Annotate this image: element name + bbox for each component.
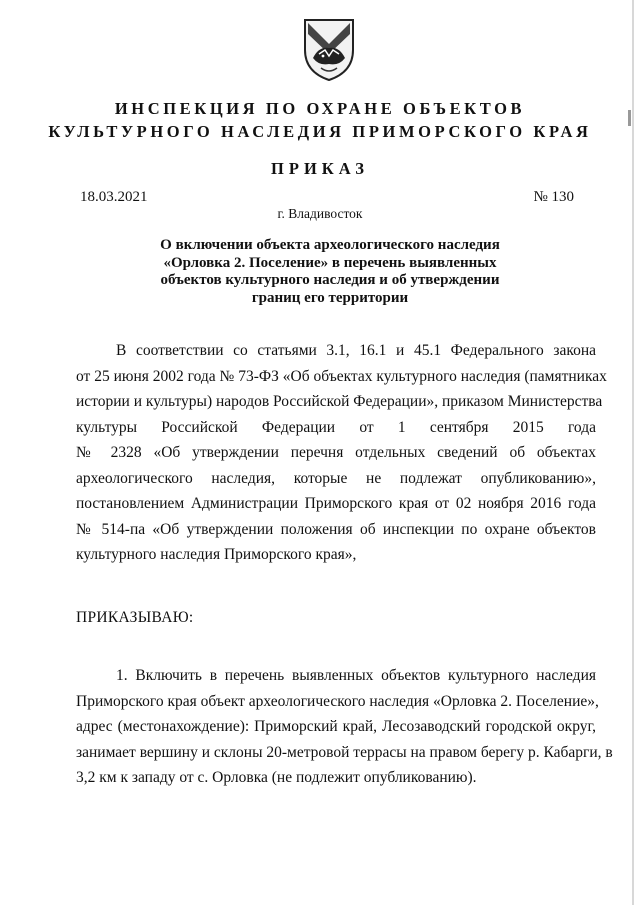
document-number: № 130 <box>533 189 574 205</box>
organization-name-line2: КУЛЬТУРНОГО НАСЛЕДИЯ ПРИМОРСКОГО КРАЯ <box>48 122 592 141</box>
item-line: занимает вершину и склоны 20-метровой террасы на правом берегу р. Кабарги, в <box>76 743 613 761</box>
item-line: 3,2 км к западу от с. Орловка (не подлежит опубликованию). <box>76 769 477 786</box>
coat-of-arms-emblem <box>299 14 359 84</box>
document-type-title: ПРИКАЗ <box>271 159 369 178</box>
document-date: 18.03.2021 <box>80 189 148 205</box>
preamble-line: от 25 июня 2002 года № 73-ФЗ «Об объектах культурного наследия (памятниках <box>76 367 607 385</box>
document-subject <box>130 237 530 307</box>
scan-artifact-mark <box>628 110 631 126</box>
organization-name-line1: ИНСПЕКЦИЯ ПО ОХРАНЕ ОБЪЕКТОВ <box>114 99 526 118</box>
subject-line: границ его территории <box>251 289 409 306</box>
preamble-line: культурного наследия Приморского края», <box>76 546 357 563</box>
preamble-paragraph <box>76 338 607 568</box>
scan-margin-line <box>632 0 634 905</box>
preamble-line: истории и культуры) народов Российской Федерации», приказом Министерства <box>76 393 603 410</box>
preamble-line: постановлением Администрации Приморского края от 02 ноября 2016 года <box>76 495 596 512</box>
preamble-line: № 514-па «Об утверждении положения об инспекции по охране объектов <box>76 520 596 538</box>
document-city: г. Владивосток <box>277 206 363 221</box>
item-1-paragraph <box>76 663 613 791</box>
preamble-line: № 2328 «Об утверждении перечня отдельных сведений об объектах <box>76 444 596 461</box>
item-line: 1. Включить в перечень выявленных объектов культурного наследия <box>116 667 596 684</box>
subject-line: «Орловка 2. Поселение» в перечень выявленных <box>163 254 497 271</box>
subject-line: объектов культурного наследия и об утверждении <box>160 272 500 288</box>
order-directive-word: ПРИКАЗЫВАЮ: <box>76 609 194 626</box>
item-line: адрес (местонахождение): Приморский край, Лесозаводский городской округ, <box>76 718 596 735</box>
preamble-line: археологического наследия, которые не подлежат опубликованию», <box>76 469 596 487</box>
preamble-line: В соответствии со статьями 3.1, 16.1 и 45.1 Федерального закона <box>116 342 596 359</box>
subject-line: О включении объекта археологического наследия <box>160 237 500 253</box>
preamble-line: культуры Российской Федерации от 1 сентября 2015 года <box>76 418 596 436</box>
item-line: Приморского края объект археологического наследия «Орловка 2. Поселение», <box>76 692 599 710</box>
